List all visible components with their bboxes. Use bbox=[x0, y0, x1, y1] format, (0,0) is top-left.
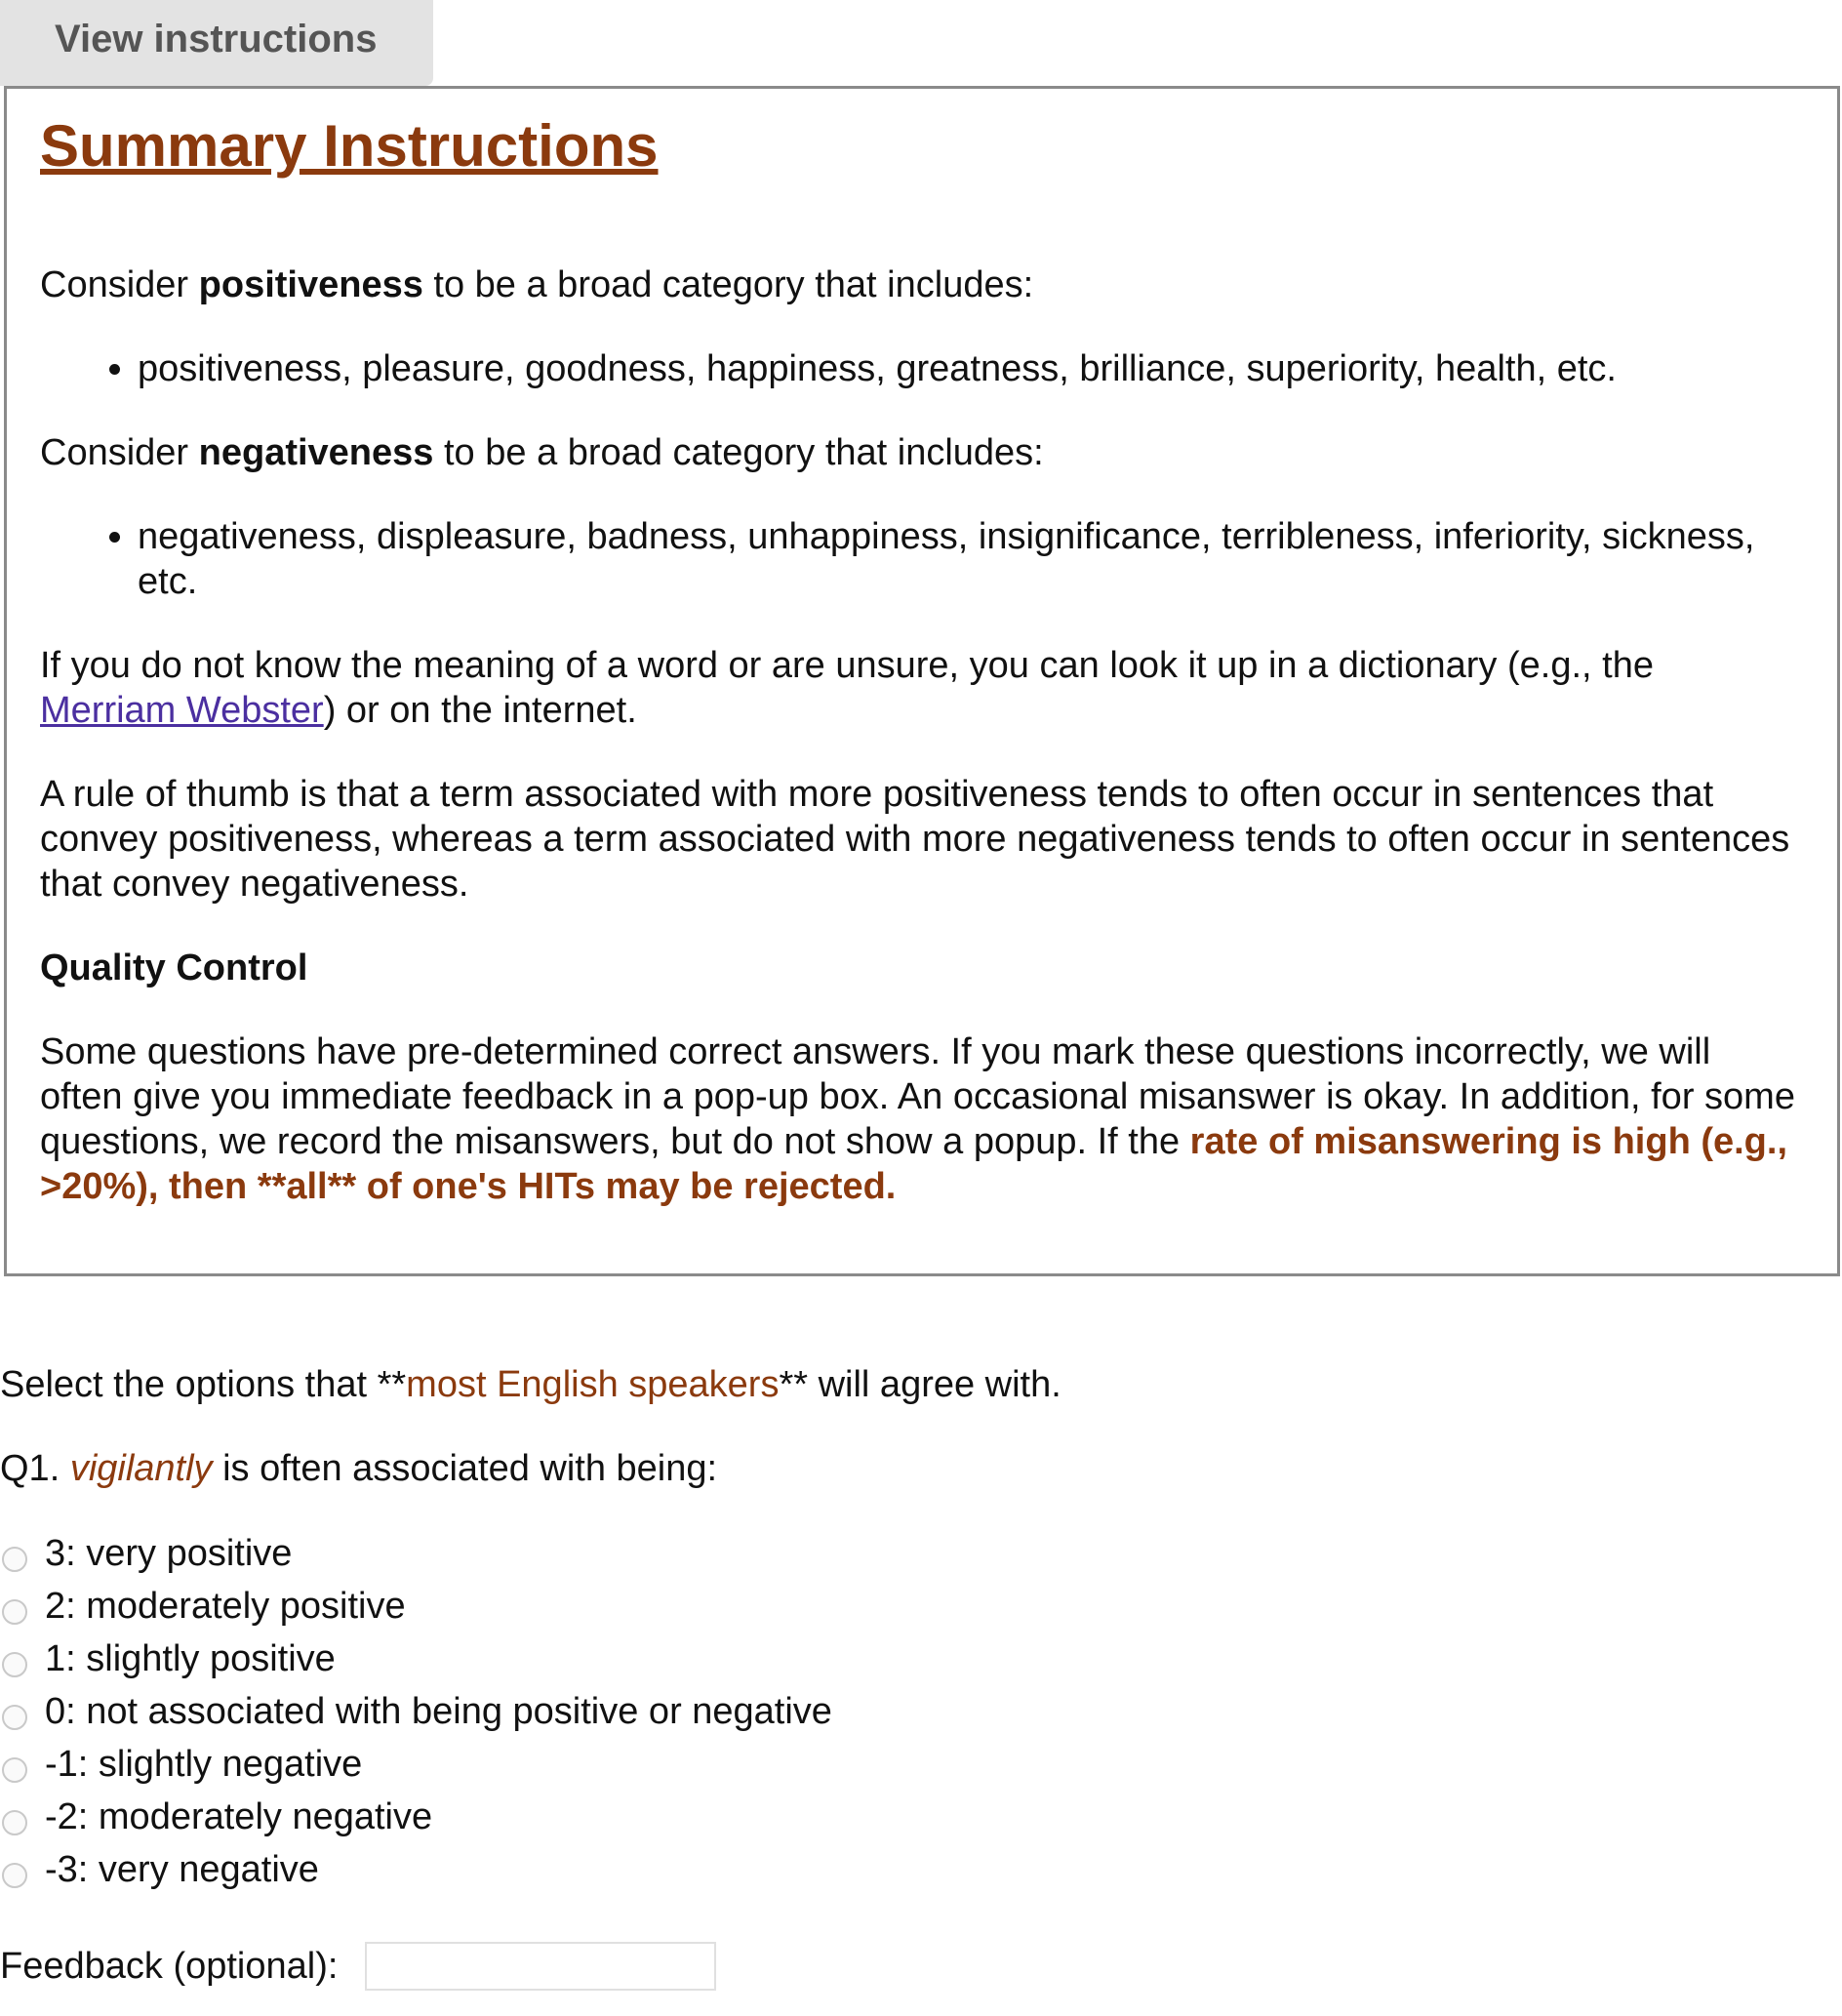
prompt-line bbox=[0, 1362, 1061, 1407]
lookup-pre: If you do not know the meaning of a word or are unsure, you can look it up in a dictionary (e.g., the bbox=[40, 645, 1654, 686]
merriam-webster-link[interactable]: Merriam Webster bbox=[40, 690, 324, 731]
negative-intro-pre: Consider bbox=[40, 432, 199, 473]
quality-control-warning: rate of misanswering is high (e.g., >20%), then **all** of one's HITs may be rejected. bbox=[40, 1121, 1788, 1207]
radio-very-positive[interactable] bbox=[2, 1547, 27, 1572]
option-slightly-negative[interactable] bbox=[0, 1741, 362, 1788]
option-label: 0: not associated with being positive or negative bbox=[45, 1690, 832, 1732]
instructions-title: Summary Instructions bbox=[40, 113, 659, 179]
negative-intro bbox=[40, 430, 1798, 475]
rule-of-thumb: A rule of thumb is that a term associated with more positiveness tends to often occur in sentences that convey positiveness, whereas a term associated with more negativeness tends to often occur in sentences that convey negativeness. bbox=[40, 774, 1790, 905]
instructions-panel bbox=[4, 86, 1840, 1276]
quality-control-body: Some questions have pre-determined correct answers. If you mark these questions incorrectly, we will often give you immediate feedback in a pop-up box. An occasional misanswer is okay. In addition, for some questions, we record the misanswers, but do not show a popup. If the bbox=[40, 1031, 1795, 1162]
negative-term: negativeness bbox=[198, 432, 434, 473]
option-neutral[interactable] bbox=[0, 1688, 832, 1735]
negative-intro-post: to be a broad category that includes: bbox=[433, 432, 1044, 473]
option-label: 1: slightly positive bbox=[45, 1637, 336, 1679]
question-number: Q1. bbox=[0, 1448, 70, 1489]
radio-neutral[interactable] bbox=[2, 1705, 27, 1730]
prompt-highlight: most English speakers bbox=[406, 1364, 780, 1405]
prompt-post: ** will agree with. bbox=[779, 1364, 1061, 1405]
option-moderately-negative[interactable] bbox=[0, 1794, 432, 1840]
positive-list bbox=[40, 346, 1779, 391]
negative-list bbox=[40, 514, 1779, 604]
option-label: -3: very negative bbox=[45, 1848, 319, 1890]
radio-very-negative[interactable] bbox=[2, 1863, 27, 1888]
radio-slightly-negative[interactable] bbox=[2, 1757, 27, 1783]
option-very-positive[interactable] bbox=[0, 1530, 292, 1577]
option-very-negative[interactable] bbox=[0, 1846, 319, 1893]
lookup-paragraph bbox=[40, 643, 1798, 733]
lookup-post: ) or on the internet. bbox=[323, 690, 637, 731]
radio-moderately-positive[interactable] bbox=[2, 1599, 27, 1625]
option-label: -1: slightly negative bbox=[45, 1743, 363, 1785]
prompt-pre: Select the options that ** bbox=[0, 1364, 407, 1405]
option-moderately-positive[interactable] bbox=[0, 1583, 406, 1630]
feedback-input[interactable] bbox=[365, 1942, 716, 1991]
question-text: is often associated with being: bbox=[212, 1448, 718, 1489]
negative-list-item: • negativeness, displeasure, badness, unhappiness, insignificance, terribleness, inferiority, sickness, etc. bbox=[138, 514, 1779, 604]
positive-intro-pre: Consider bbox=[40, 264, 199, 305]
radio-slightly-positive[interactable] bbox=[2, 1652, 27, 1677]
question-word: vigilantly bbox=[69, 1448, 213, 1489]
positive-term: positiveness bbox=[198, 264, 423, 305]
option-label: -2: moderately negative bbox=[45, 1795, 433, 1837]
quality-control-text bbox=[40, 1029, 1798, 1209]
question-line bbox=[0, 1446, 717, 1491]
view-instructions-button[interactable]: View instructions bbox=[0, 0, 433, 86]
quality-control-heading: Quality Control bbox=[40, 948, 308, 988]
option-label: 2: moderately positive bbox=[45, 1585, 406, 1627]
positive-list-item: • positiveness, pleasure, goodness, happiness, greatness, brilliance, superiority, health, etc. bbox=[138, 346, 1779, 391]
feedback-label: Feedback (optional): bbox=[0, 1946, 339, 1987]
positive-intro bbox=[40, 262, 1798, 307]
option-label: 3: very positive bbox=[45, 1532, 293, 1574]
radio-moderately-negative[interactable] bbox=[2, 1810, 27, 1835]
option-slightly-positive[interactable] bbox=[0, 1635, 336, 1682]
positive-intro-post: to be a broad category that includes: bbox=[422, 264, 1034, 305]
